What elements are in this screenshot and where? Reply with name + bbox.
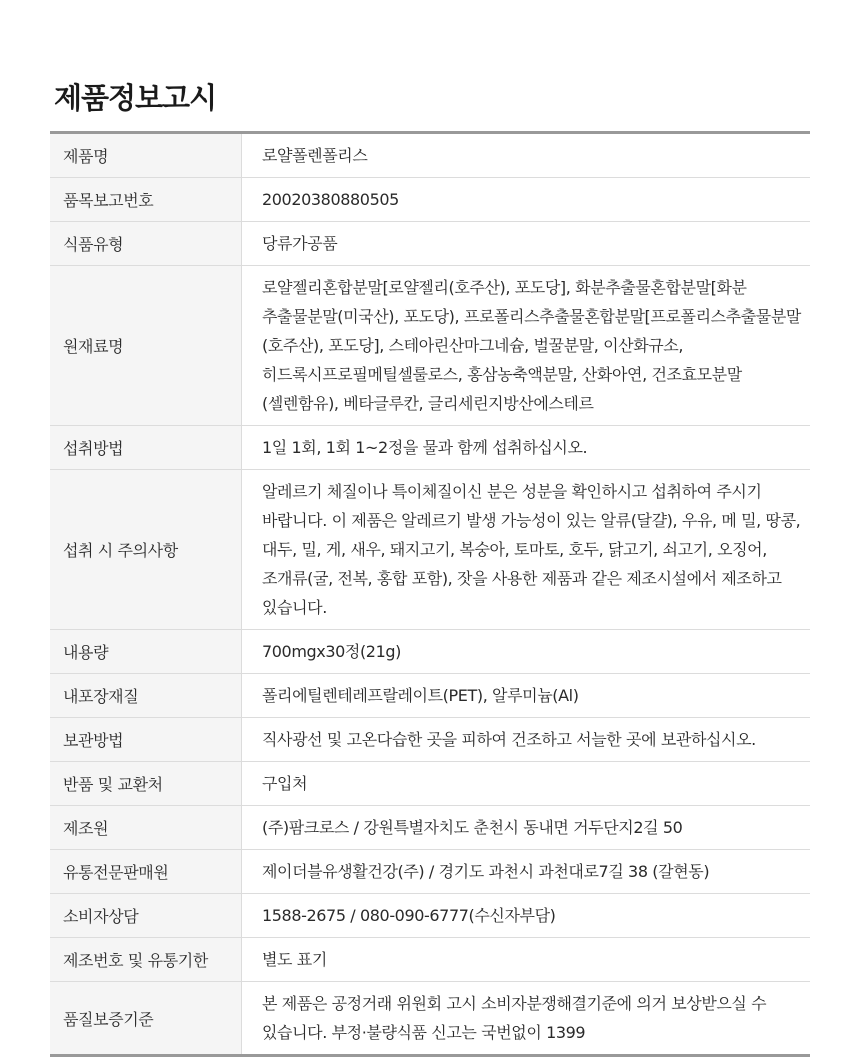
table-row: [50, 762, 810, 806]
row-value: 알레르기 체질이나 특이체질이신 분은 성분을 확인하시고 섭취하여 주시기 바랍니다. 이 제품은 알레르기 발생 가능성이 있는 알류(달걀), 우유, 메 밀, 땅콩, 대두, 밀, 게, 새우, 돼지고기, 복숭아, 토마토, 호두, 닭고기, 쇠고기, 오징어, 조개류(굴, 전복, 홍합 포함), 잣을 사용한 제품과 같은 제조시설에서 제조하고 있습니다.: [242, 470, 811, 630]
row-value: 제이더블유생활건강(주) / 경기도 과천시 과천대로7길 38 (갈현동): [242, 850, 811, 894]
table-row: [50, 894, 810, 938]
table-row: [50, 718, 810, 762]
table-row: [50, 674, 810, 718]
table-row: [50, 982, 810, 1056]
row-label: 식품유형: [50, 222, 242, 266]
row-label: 반품 및 교환처: [50, 762, 242, 806]
row-label: 유통전문판매원: [50, 850, 242, 894]
table-row: [50, 470, 810, 630]
row-label: 제조번호 및 유통기한: [50, 938, 242, 982]
row-value: 구입처: [242, 762, 811, 806]
product-info-table: [50, 131, 810, 1057]
table-row: [50, 133, 810, 178]
page-title: 제품정보고시: [54, 81, 217, 115]
row-label: 보관방법: [50, 718, 242, 762]
row-label: 제품명: [50, 133, 242, 178]
row-label: 품목보고번호: [50, 178, 242, 222]
row-label: 섭취방법: [50, 426, 242, 470]
row-label: 내용량: [50, 630, 242, 674]
row-value: (주)팜크로스 / 강원특별자치도 춘천시 동내면 거두단지2길 50: [242, 806, 811, 850]
row-value: 로얄폴렌폴리스: [242, 133, 811, 178]
row-label: 품질보증기준: [50, 982, 242, 1056]
table-row: [50, 426, 810, 470]
row-value: 직사광선 및 고온다습한 곳을 피하여 건조하고 서늘한 곳에 보관하십시오.: [242, 718, 811, 762]
row-value: 별도 표기: [242, 938, 811, 982]
row-label: 소비자상담: [50, 894, 242, 938]
table-row: [50, 222, 810, 266]
table-row: [50, 938, 810, 982]
table-row: [50, 266, 810, 426]
row-value: 당류가공품: [242, 222, 811, 266]
table-row: [50, 178, 810, 222]
table-row: [50, 630, 810, 674]
row-value: 폴리에틸렌테레프랄레이트(PET), 알루미늄(Al): [242, 674, 811, 718]
row-label: 섭취 시 주의사항: [50, 470, 242, 630]
row-label: 내포장재질: [50, 674, 242, 718]
row-label: 제조원: [50, 806, 242, 850]
row-value: 20020380880505: [242, 178, 811, 222]
row-value: 1일 1회, 1회 1~2정을 물과 함께 섭취하십시오.: [242, 426, 811, 470]
table-row: [50, 806, 810, 850]
row-value: 1588-2675 / 080-090-6777(수신자부담): [242, 894, 811, 938]
row-value: 본 제품은 공정거래 위원회 고시 소비자분쟁해결기준에 의거 보상받으실 수 있습니다. 부정·불량식품 신고는 국번없이 1399: [262, 994, 767, 1042]
row-value: 로얄젤리혼합분말[로얄젤리(호주산), 포도당], 화분추출물혼합분말[화분 추출물분말(미국산), 포도당), 프로폴리스추출물혼합분말[프로폴리스추출물분말(호주산), 포도당], 스테아린산마그네슘, 벌꿀분말, 이산화규소, 히드록시프로필메틸셀룰로스, 홍삼농축액분말, 산화아연, 건조효모분말(셀렌함유), 베타글루칸, 글리세린지방산에스테르: [242, 266, 811, 426]
row-value: 700mgx30정(21g): [242, 630, 811, 674]
table-row: [50, 850, 810, 894]
row-label: 원재료명: [50, 266, 242, 426]
